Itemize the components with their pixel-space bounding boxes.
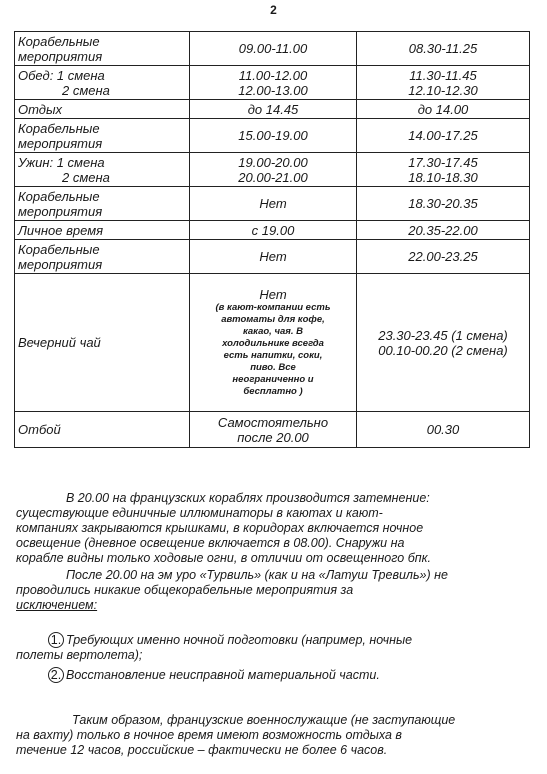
cell-russian-ship — [357, 412, 530, 448]
item-number-circle: 2. — [48, 667, 64, 683]
cell-russian-ship — [357, 240, 530, 274]
cell-line: 09.00-11.00 — [238, 41, 308, 56]
text-line: После 20.00 на эм уро «Турвиль» (как и на «Латуш Тревиль») не — [66, 568, 448, 582]
text-line: В 20.00 на французских кораблях производится затемнение: — [66, 491, 430, 505]
cell-russian-ship — [357, 187, 530, 221]
cell-russian-ship — [357, 100, 530, 119]
text-line: корабле видны только ходовые огни, в отличии от освещенного бпк. — [16, 551, 431, 565]
cell-line: Личное время — [18, 222, 104, 238]
cell-russian-ship — [357, 221, 530, 240]
text-line: течение 12 часов, российские – фактически не более 6 часов. — [16, 743, 388, 757]
table-row — [15, 274, 530, 412]
cell-event — [15, 240, 190, 274]
cell-event — [15, 274, 190, 412]
cell-event — [15, 412, 190, 448]
cell-line: мероприятия — [18, 48, 103, 64]
cell-note-line: (в кают-компании есть — [215, 302, 331, 313]
cell-line: 12.10-12.30 — [408, 82, 478, 98]
cell-note-line: пиво. Все — [250, 362, 296, 373]
table-row — [15, 221, 530, 240]
cell-line: Отдых — [18, 101, 63, 117]
cell-note-line: есть напитки, соки, — [223, 350, 323, 361]
cell-russian-ship — [357, 274, 530, 412]
text-line: проводились никакие общекорабельные мероприятия за — [16, 583, 354, 597]
text-line: полеты вертолета); — [16, 648, 143, 662]
cell-french-ships — [190, 412, 357, 448]
cell-line: 23.30-23.45 (1 смена) — [378, 327, 508, 343]
table-row — [15, 412, 530, 448]
text-line: исключением: — [16, 598, 98, 612]
cell-line: 20.35-22.00 — [408, 222, 478, 238]
text-line: Восстановление неисправной материальной части. — [66, 668, 380, 682]
cell-line: Корабельные — [18, 33, 100, 49]
paragraph-blackout — [16, 491, 530, 566]
table-row — [15, 240, 530, 274]
cell-note-line: бесплатно ) — [243, 386, 303, 397]
cell-french-ships — [190, 153, 357, 187]
cell-event — [15, 66, 190, 100]
list-item-2 — [16, 667, 530, 683]
cell-line: 19.00-20.00 — [238, 154, 308, 170]
text-line: компаниях закрываются крышками, в коридорах включается ночное — [16, 521, 424, 535]
cell-note-line: какао, чая. В — [242, 326, 304, 337]
cell-french-ships — [190, 187, 357, 221]
schedule-table — [14, 31, 530, 448]
cell-line: мероприятия — [18, 256, 103, 272]
cell-line: 00.10-00.20 (2 смена) — [378, 342, 508, 358]
cell-event — [15, 119, 190, 153]
cell-line: с 19.00 — [251, 222, 295, 238]
cell-french-ships — [190, 119, 357, 153]
cell-line: Корабельные — [18, 120, 100, 136]
cell-russian-ship — [357, 66, 530, 100]
cell-line: 11.00-12.00 — [238, 67, 308, 83]
cell-line: Нет — [259, 249, 287, 264]
text-line: на вахту) только в ночное время имеют возможность отдыха в — [16, 728, 402, 742]
cell-line: 20.00-21.00 — [238, 169, 308, 185]
cell-note-line: неограниченно и — [232, 374, 314, 385]
cell-french-ships — [190, 100, 357, 119]
item-number-circle: 1. — [48, 632, 64, 648]
cell-line: 22.00-23.25 — [408, 249, 478, 264]
cell-line: Обед: 1 смена — [18, 67, 105, 83]
cell-line: 2 смена — [62, 169, 110, 185]
table-row — [15, 119, 530, 153]
cell-line: 17.30-17.45 — [408, 154, 478, 170]
cell-line: мероприятия — [18, 135, 103, 151]
cell-line: 18.10-18.30 — [408, 169, 478, 185]
cell-line: Корабельные — [18, 241, 100, 257]
cell-line: 00.30 — [426, 422, 460, 437]
table-row — [15, 66, 530, 100]
cell-event — [15, 153, 190, 187]
cell-note-line: холодильнике всегда — [222, 338, 324, 349]
cell-russian-ship — [357, 32, 530, 66]
cell-line: до 14.45 — [247, 101, 299, 117]
cell-event — [15, 100, 190, 119]
text-line: освещение (дневное освещение включается в 08.00). Снаружи на — [16, 536, 405, 550]
cell-line: 08.30-11.25 — [408, 41, 478, 56]
list-item-1 — [16, 632, 530, 663]
cell-line: 15.00-19.00 — [238, 128, 308, 143]
cell-note-line: автоматы для кофе, — [221, 314, 325, 325]
table-row — [15, 153, 530, 187]
cell-french-ships — [190, 66, 357, 100]
table-row — [15, 32, 530, 66]
cell-russian-ship — [357, 153, 530, 187]
cell-russian-ship — [357, 119, 530, 153]
cell-french-ships — [190, 240, 357, 274]
text-line — [16, 632, 530, 648]
cell-line: до 14.00 — [417, 101, 469, 117]
text-line — [16, 667, 530, 683]
cell-line: 11.30-11.45 — [409, 67, 477, 83]
cell-french-ships — [190, 274, 357, 412]
cell-line: 12.00-13.00 — [238, 82, 308, 98]
page-number: 2 — [270, 3, 277, 17]
paragraph-conclusion — [16, 713, 530, 758]
cell-line: после 20.00 — [237, 429, 309, 445]
cell-line: мероприятия — [18, 203, 103, 219]
table-row — [15, 100, 530, 119]
cell-line: Самостоятельно — [217, 414, 329, 430]
cell-event — [15, 32, 190, 66]
cell-line: Нет — [259, 287, 287, 302]
paragraph-after-2000 — [16, 568, 530, 613]
cell-line: 18.30-20.35 — [408, 196, 478, 211]
cell-line: Нет — [259, 196, 287, 211]
cell-line: Вечерний чай — [18, 335, 101, 350]
cell-line: 14.00-17.25 — [408, 128, 478, 143]
cell-french-ships — [190, 32, 357, 66]
text-line: существующие единичные иллюминаторы в каютах и кают- — [16, 506, 383, 520]
text-line: Требующих именно ночной подготовки (например, ночные — [66, 633, 413, 647]
cell-french-ships — [190, 221, 357, 240]
cell-line: Ужин: 1 смена — [18, 154, 105, 170]
cell-event — [15, 221, 190, 240]
text-line: Таким образом, французские военнослужащие (не заступающие — [72, 713, 456, 727]
cell-line: Отбой — [18, 422, 61, 437]
table-row — [15, 187, 530, 221]
cell-line: 2 смена — [62, 82, 110, 98]
cell-event — [15, 187, 190, 221]
cell-line: Корабельные — [18, 188, 100, 204]
